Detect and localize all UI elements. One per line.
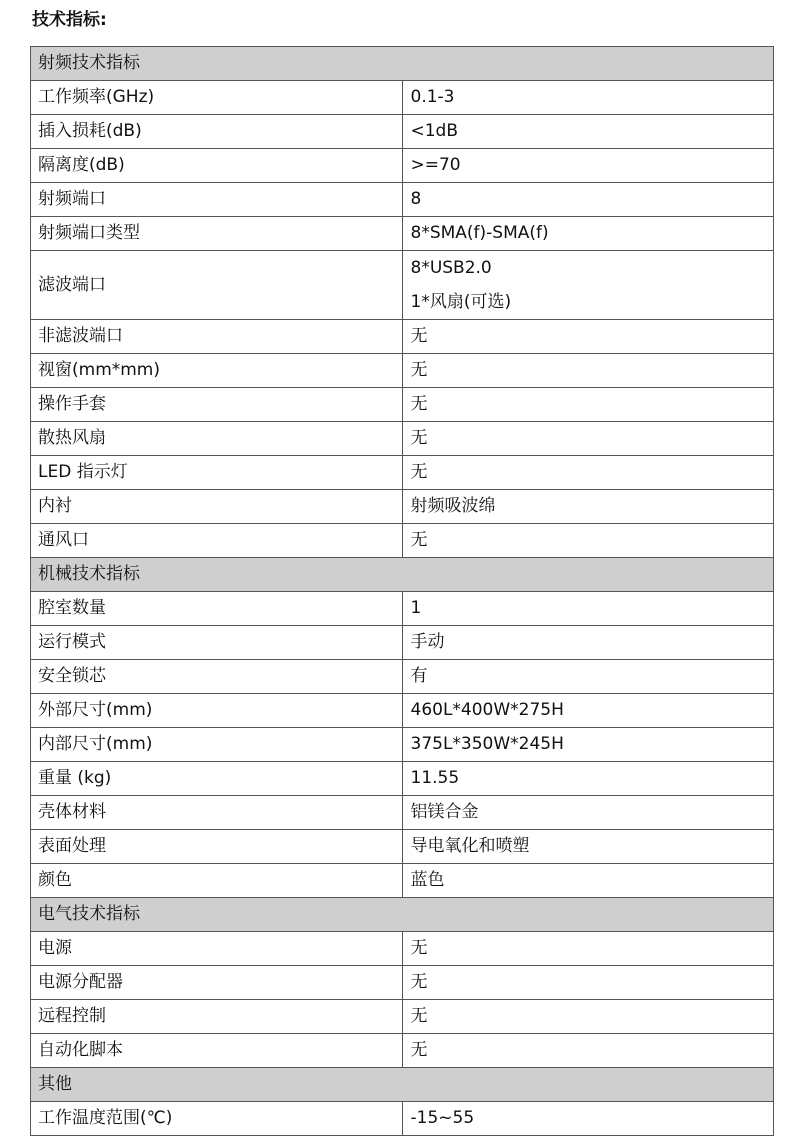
spec-value: [402, 251, 774, 320]
spec-label: LED 指示灯: [31, 456, 403, 490]
table-row: [31, 320, 774, 354]
spec-value: 无: [402, 456, 774, 490]
spec-label: 工作频率(GHz): [31, 81, 403, 115]
spec-value: -15~55: [402, 1102, 774, 1136]
spec-label: 插入损耗(dB): [31, 115, 403, 149]
spec-label: 外部尺寸(mm): [31, 694, 403, 728]
spec-value: 无: [402, 354, 774, 388]
table-row: [31, 388, 774, 422]
spec-value: 375L*350W*245H: [402, 728, 774, 762]
spec-label: 自动化脚本: [31, 1034, 403, 1068]
table-row: [31, 932, 774, 966]
spec-value: 无: [402, 388, 774, 422]
spec-value-line: 1*风扇(可选): [410, 292, 512, 312]
table-row: [31, 966, 774, 1000]
spec-label: 颜色: [31, 864, 403, 898]
spec-value: 无: [402, 320, 774, 354]
section-title: 机械技术指标: [31, 558, 774, 592]
spec-value: 导电氧化和喷塑: [402, 830, 774, 864]
spec-table: [30, 46, 774, 1136]
spec-label: 工作温度范围(℃): [31, 1102, 403, 1136]
section-title: 其他: [31, 1068, 774, 1102]
spec-value-line: 8*USB2.0: [410, 258, 492, 278]
table-row: [31, 762, 774, 796]
spec-label: 射频端口类型: [31, 217, 403, 251]
table-row: [31, 1102, 774, 1136]
spec-label: 远程控制: [31, 1000, 403, 1034]
spec-value: <1dB: [402, 115, 774, 149]
section-header: [31, 898, 774, 932]
spec-label: 视窗(mm*mm): [31, 354, 403, 388]
spec-label: 运行模式: [31, 626, 403, 660]
spec-label: 电源分配器: [31, 966, 403, 1000]
table-row: [31, 830, 774, 864]
spec-value: 460L*400W*275H: [402, 694, 774, 728]
spec-label: 壳体材料: [31, 796, 403, 830]
table-row: [31, 1000, 774, 1034]
spec-value: 铝镁合金: [402, 796, 774, 830]
spec-value: 无: [402, 422, 774, 456]
spec-label: 内衬: [31, 490, 403, 524]
spec-label: 内部尺寸(mm): [31, 728, 403, 762]
spec-value: 无: [402, 524, 774, 558]
spec-value: >=70: [402, 149, 774, 183]
spec-label: 重量 (kg): [31, 762, 403, 796]
spec-value: 无: [402, 932, 774, 966]
table-row: [31, 864, 774, 898]
spec-value: 8*SMA(f)-SMA(f): [402, 217, 774, 251]
table-row: [31, 592, 774, 626]
spec-value: 0.1-3: [402, 81, 774, 115]
spec-label: 散热风扇: [31, 422, 403, 456]
section-header: [31, 1068, 774, 1102]
table-row: [31, 183, 774, 217]
table-row: [31, 694, 774, 728]
spec-label: 非滤波端口: [31, 320, 403, 354]
table-row: [31, 115, 774, 149]
table-row: [31, 456, 774, 490]
table-row: [31, 660, 774, 694]
table-row: [31, 251, 774, 320]
spec-value: 手动: [402, 626, 774, 660]
table-row: [31, 354, 774, 388]
spec-label: 腔室数量: [31, 592, 403, 626]
spec-value: 有: [402, 660, 774, 694]
spec-label: 通风口: [31, 524, 403, 558]
table-row: [31, 422, 774, 456]
table-row: [31, 796, 774, 830]
spec-value: 8: [402, 183, 774, 217]
section-header: [31, 47, 774, 81]
spec-value: 无: [402, 966, 774, 1000]
spec-value: 蓝色: [402, 864, 774, 898]
spec-label: 操作手套: [31, 388, 403, 422]
spec-label: 滤波端口: [31, 251, 403, 320]
spec-label: 电源: [31, 932, 403, 966]
table-row: [31, 626, 774, 660]
page-title: 技术指标:: [32, 10, 107, 30]
table-row: [31, 149, 774, 183]
table-row: [31, 81, 774, 115]
section-title: 电气技术指标: [31, 898, 774, 932]
spec-value: 1: [402, 592, 774, 626]
spec-label: 安全锁芯: [31, 660, 403, 694]
spec-value: 11.55: [402, 762, 774, 796]
spec-label: 表面处理: [31, 830, 403, 864]
spec-label: 隔离度(dB): [31, 149, 403, 183]
spec-label: 射频端口: [31, 183, 403, 217]
table-row: [31, 1034, 774, 1068]
table-row: [31, 524, 774, 558]
section-header: [31, 558, 774, 592]
spec-value: 射频吸波绵: [402, 490, 774, 524]
spec-value: 无: [402, 1000, 774, 1034]
table-row: [31, 490, 774, 524]
spec-table-body: [31, 47, 774, 1136]
table-row: [31, 728, 774, 762]
spec-value: 无: [402, 1034, 774, 1068]
section-title: 射频技术指标: [31, 47, 774, 81]
table-row: [31, 217, 774, 251]
